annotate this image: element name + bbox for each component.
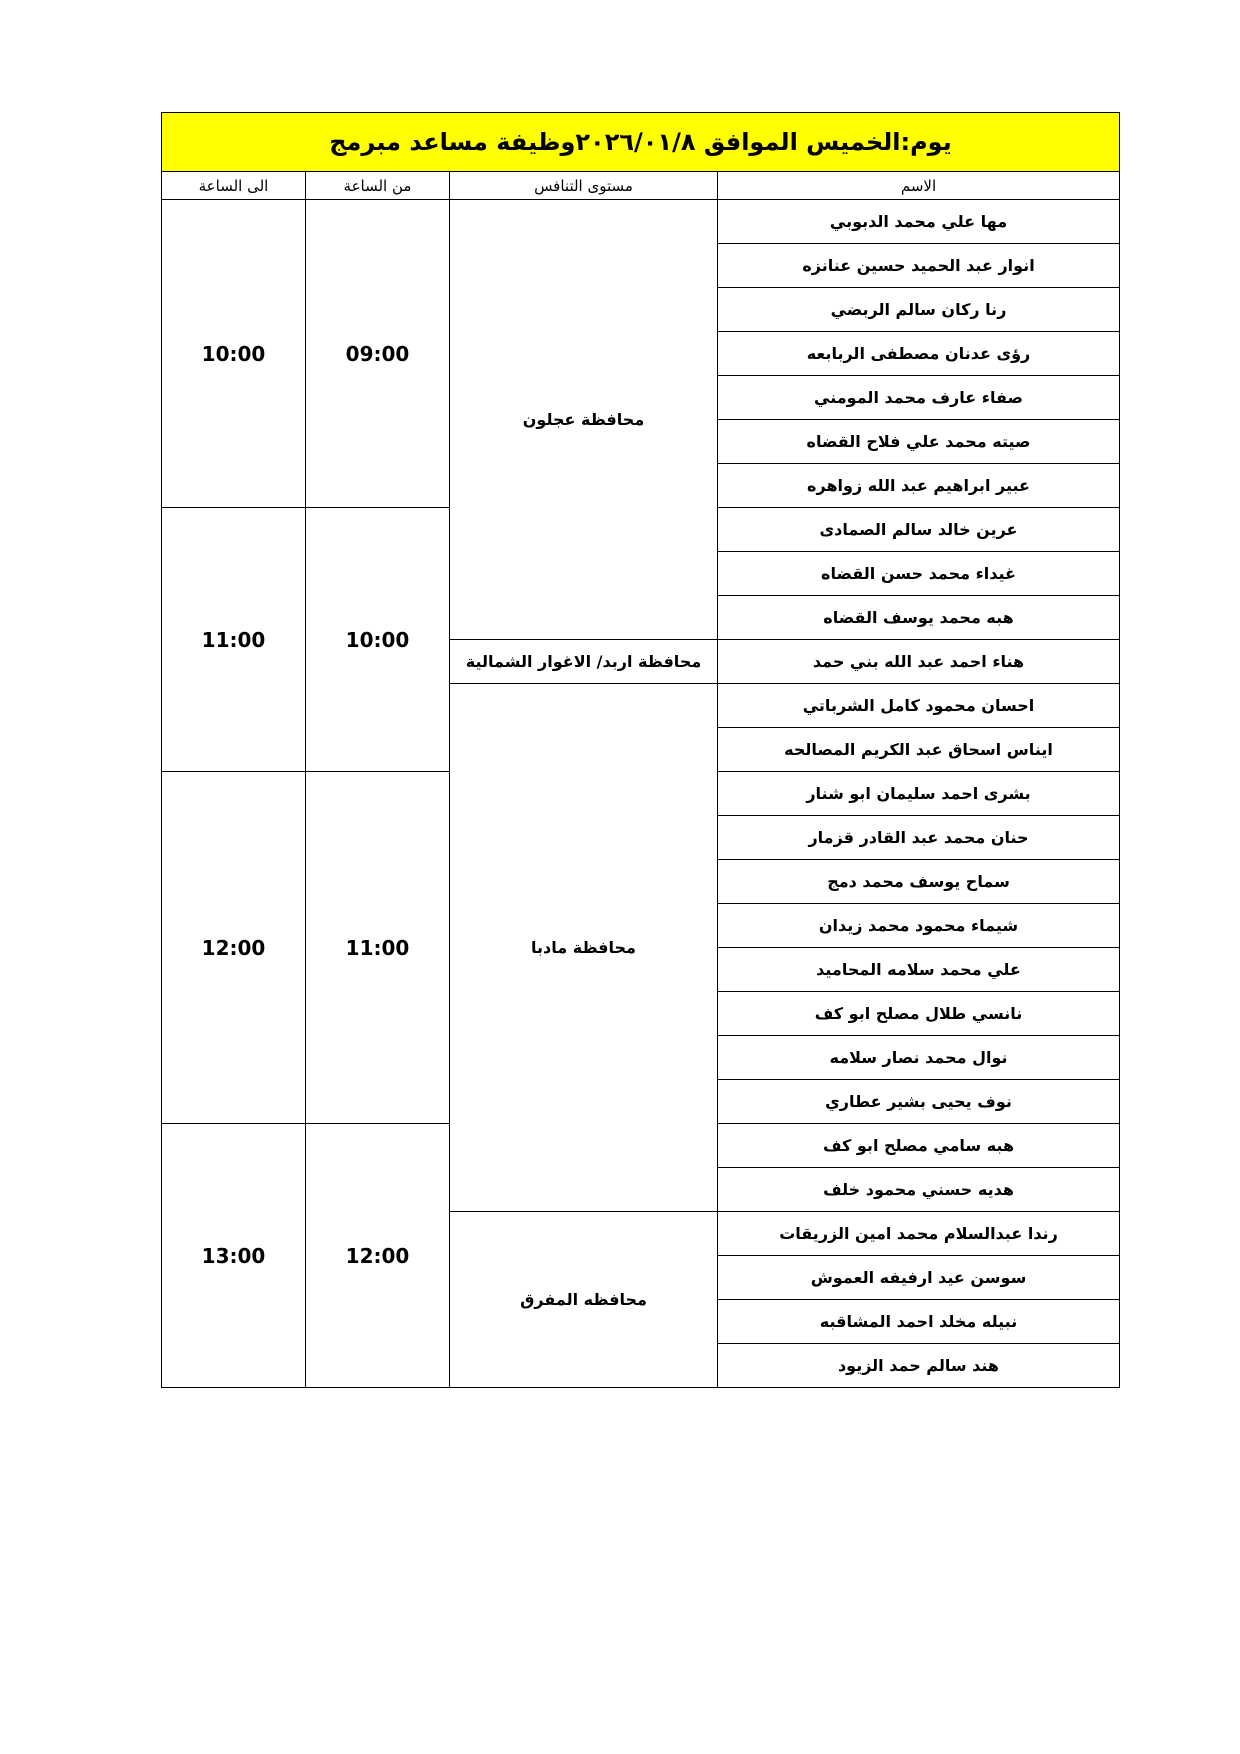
name-cell: مها علي محمد الدبوبي xyxy=(718,200,1120,244)
level-cell: محافظه المفرق xyxy=(450,1212,718,1388)
name-cell: شيماء محمود محمد زيدان xyxy=(718,904,1120,948)
header-level: مستوى التنافس xyxy=(450,172,718,200)
name-cell: هبه محمد يوسف القضاه xyxy=(718,596,1120,640)
header-from-time: من الساعة xyxy=(306,172,450,200)
name-cell: نوف يحيى بشير عطاري xyxy=(718,1080,1120,1124)
name-cell: سوسن عيد ارفيفه العموش xyxy=(718,1256,1120,1300)
name-cell: هناء احمد عبد الله بني حمد xyxy=(718,640,1120,684)
name-cell: انوار عبد الحميد حسين عنانزه xyxy=(718,244,1120,288)
name-cell: سماح يوسف محمد دمج xyxy=(718,860,1120,904)
name-cell: هديه حسني محمود خلف xyxy=(718,1168,1120,1212)
name-cell: صيته محمد علي فلاح القضاه xyxy=(718,420,1120,464)
slot-to-time: 12:00 xyxy=(162,772,306,1124)
name-cell: ايناس اسحاق عبد الكريم المصالحه xyxy=(718,728,1120,772)
name-cell: عرين خالد سالم الصمادى xyxy=(718,508,1120,552)
header-to-time: الى الساعة xyxy=(162,172,306,200)
slot-from-time: 12:00 xyxy=(306,1124,450,1388)
title-row xyxy=(162,113,1120,172)
name-cell: غيداء محمد حسن القضاه xyxy=(718,552,1120,596)
slot-from-time: 11:00 xyxy=(306,772,450,1124)
header-row xyxy=(162,172,1120,200)
name-cell: هند سالم حمد الزيود xyxy=(718,1344,1120,1388)
slot-to-time: 10:00 xyxy=(162,200,306,508)
table-row xyxy=(162,200,1120,244)
slot-to-time: 11:00 xyxy=(162,508,306,772)
name-cell: هبه سامي مصلح ابو كف xyxy=(718,1124,1120,1168)
name-cell: نوال محمد نصار سلامه xyxy=(718,1036,1120,1080)
level-cell: محافظة اربد/ الاغوار الشمالية xyxy=(450,640,718,684)
name-cell: بشرى احمد سليمان ابو شنار xyxy=(718,772,1120,816)
level-cell: محافظة عجلون xyxy=(450,200,718,640)
name-cell: صفاء عارف محمد المومني xyxy=(718,376,1120,420)
schedule-title: يوم:الخميس الموافق ٢٠٢٦/٠١/٨وظيفة مساعد مبرمج xyxy=(162,113,1120,172)
slot-from-time: 09:00 xyxy=(306,200,450,508)
name-cell: حنان محمد عبد القادر قزمار xyxy=(718,816,1120,860)
name-cell: نانسي طلال مصلح ابو كف xyxy=(718,992,1120,1036)
level-cell: محافظة مادبا xyxy=(450,684,718,1212)
slot-from-time: 10:00 xyxy=(306,508,450,772)
slot-to-time: 13:00 xyxy=(162,1124,306,1388)
name-cell: رؤى عدنان مصطفى الربابعه xyxy=(718,332,1120,376)
name-cell: نبيله مخلد احمد المشاقبه xyxy=(718,1300,1120,1344)
name-cell: رندا عبدالسلام محمد امين الزريقات xyxy=(718,1212,1120,1256)
name-cell: رنا ركان سالم الربضي xyxy=(718,288,1120,332)
schedule-table xyxy=(161,112,1120,1388)
name-cell: عبير ابراهيم عبد الله زواهره xyxy=(718,464,1120,508)
name-cell: احسان محمود كامل الشرباتي xyxy=(718,684,1120,728)
name-cell: علي محمد سلامه المحاميد xyxy=(718,948,1120,992)
header-name: الاسم xyxy=(718,172,1120,200)
